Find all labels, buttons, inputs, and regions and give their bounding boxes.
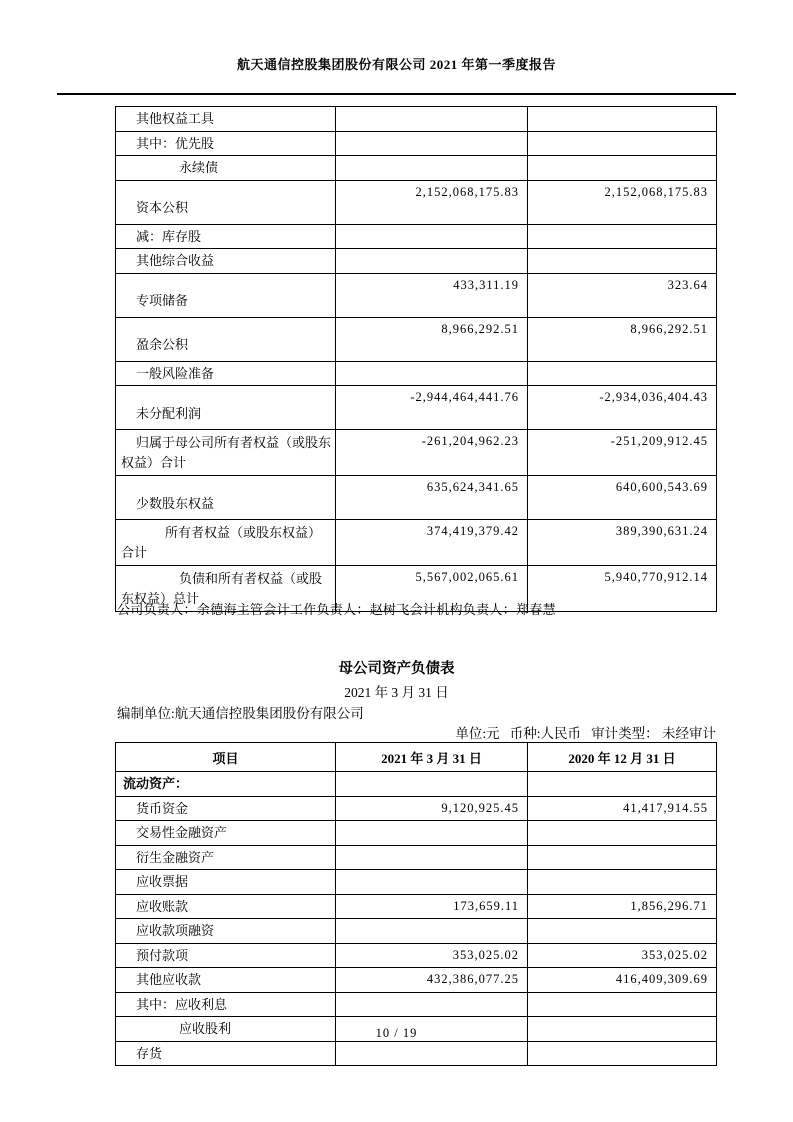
row-label: 应收票据 — [116, 870, 336, 895]
value-period-2: -251,209,912.45 — [528, 430, 717, 476]
row-label: 交易性金融资产 — [116, 821, 336, 846]
value-period-2 — [528, 845, 717, 870]
row-label: 流动资产： — [116, 772, 336, 797]
value-period-1 — [336, 1041, 528, 1066]
table-row — [116, 520, 717, 566]
signatories-line: 公司负责人：余德海主管会计工作负责人：赵树飞会计机构负责人：郑春慧 — [117, 602, 556, 617]
value-period-1: -261,204,962.23 — [336, 430, 528, 476]
value-period-1: 8,966,292.51 — [336, 317, 528, 361]
value-period-2 — [528, 131, 717, 156]
row-label: 归属于母公司所有者权益（或股东权益）合计 — [116, 430, 336, 476]
row-label: 盈余公积 — [116, 317, 336, 361]
row-label: 其中：优先股 — [116, 131, 336, 156]
row-label: 应收账款 — [116, 894, 336, 919]
row-label: 所有者权益（或股东权益）合计 — [116, 520, 336, 566]
value-period-1: 353,025.02 — [336, 943, 528, 968]
table-row — [116, 894, 717, 919]
table-row — [116, 919, 717, 944]
table-row — [116, 430, 717, 476]
table-row — [116, 845, 717, 870]
unit-currency-audit-line: 单位:元 币种:人民币 审计类型： 未经审计 — [455, 726, 716, 741]
row-label: 应收股利 — [116, 1017, 336, 1042]
row-label: 永续债 — [116, 156, 336, 181]
value-period-1 — [336, 845, 528, 870]
value-period-1 — [336, 361, 528, 386]
value-period-1: 5,567,002,065.61 — [336, 566, 528, 612]
value-period-2 — [528, 1041, 717, 1066]
value-period-2 — [528, 361, 717, 386]
value-period-1: 433,311.19 — [336, 273, 528, 317]
value-period-2: 640,600,543.69 — [528, 476, 717, 520]
value-period-2 — [528, 249, 717, 274]
row-label: 应收款项融资 — [116, 919, 336, 944]
assets-table-header-row — [116, 743, 717, 772]
row-label: 未分配利润 — [116, 386, 336, 430]
value-period-2: 5,940,770,912.14 — [528, 566, 717, 612]
row-label: 预付款项 — [116, 943, 336, 968]
page-number: 10 / 19 — [375, 1026, 418, 1040]
value-period-1: -2,944,464,441.76 — [336, 386, 528, 430]
value-period-2: -2,934,036,404.43 — [528, 386, 717, 430]
value-period-2 — [528, 107, 717, 132]
table-row — [116, 870, 717, 895]
value-period-1 — [336, 156, 528, 181]
table-row — [116, 273, 717, 317]
page-header-title: 航天通信控股集团股份有限公司 2021 年第一季度报告 — [236, 57, 556, 72]
value-period-2: 41,417,914.55 — [528, 796, 717, 821]
value-period-1 — [336, 772, 528, 797]
table-row — [116, 992, 717, 1017]
value-period-2: 353,025.02 — [528, 943, 717, 968]
statement-date: 2021 年 3 月 31 日 — [344, 685, 449, 700]
table-row — [116, 1041, 717, 1066]
equity-table — [115, 106, 717, 612]
prepared-by-line: 编制单位:航天通信控股集团股份有限公司 — [117, 706, 364, 721]
value-period-2: 8,966,292.51 — [528, 317, 717, 361]
value-period-2 — [528, 919, 717, 944]
value-period-1: 9,120,925.45 — [336, 796, 528, 821]
value-period-1 — [336, 107, 528, 132]
value-period-2: 1,856,296.71 — [528, 894, 717, 919]
row-label: 负债和所有者权益（或股东权益）总计 — [116, 566, 336, 612]
table-row — [116, 107, 717, 132]
row-label: 专项储备 — [116, 273, 336, 317]
table-row — [116, 386, 717, 430]
assets-table — [115, 742, 717, 1066]
value-period-1: 432,386,077.25 — [336, 968, 528, 993]
value-period-1 — [336, 224, 528, 249]
statement-title: 母公司资产负债表 — [338, 661, 455, 677]
table-row — [116, 131, 717, 156]
table-row — [116, 249, 717, 274]
row-label: 其他应收款 — [116, 968, 336, 993]
row-label: 衍生金融资产 — [116, 845, 336, 870]
value-period-2 — [528, 992, 717, 1017]
table-row — [116, 796, 717, 821]
row-label: 减：库存股 — [116, 224, 336, 249]
value-period-1: 2,152,068,175.83 — [336, 180, 528, 224]
value-period-2 — [528, 870, 717, 895]
value-period-1 — [336, 821, 528, 846]
value-period-2 — [528, 772, 717, 797]
value-period-2: 389,390,631.24 — [528, 520, 717, 566]
header-rule — [57, 93, 736, 95]
row-label: 存货 — [116, 1041, 336, 1066]
row-label: 少数股东权益 — [116, 476, 336, 520]
value-period-1: 173,659.11 — [336, 894, 528, 919]
row-label: 货币资金 — [116, 796, 336, 821]
value-period-2: 416,409,309.69 — [528, 968, 717, 993]
value-period-1 — [336, 992, 528, 1017]
column-header-2020: 2020 年 12 月 31 日 — [528, 743, 717, 772]
value-period-2: 323.64 — [528, 273, 717, 317]
table-row — [116, 180, 717, 224]
row-label: 一般风险准备 — [116, 361, 336, 386]
column-header-2021: 2021 年 3 月 31 日 — [336, 743, 528, 772]
table-row — [116, 156, 717, 181]
table-row — [116, 943, 717, 968]
table-row — [116, 476, 717, 520]
column-header-item: 项目 — [116, 743, 336, 772]
value-period-1 — [336, 870, 528, 895]
table-row — [116, 772, 717, 797]
row-label: 资本公积 — [116, 180, 336, 224]
value-period-2 — [528, 156, 717, 181]
value-period-2: 2,152,068,175.83 — [528, 180, 717, 224]
table-row — [116, 361, 717, 386]
value-period-1: 635,624,341.65 — [336, 476, 528, 520]
table-row — [116, 968, 717, 993]
row-label: 其中：应收利息 — [116, 992, 336, 1017]
table-row — [116, 224, 717, 249]
value-period-2 — [528, 224, 717, 249]
value-period-2 — [528, 821, 717, 846]
value-period-1 — [336, 131, 528, 156]
value-period-1 — [336, 919, 528, 944]
value-period-1: 374,419,379.42 — [336, 520, 528, 566]
table-row — [116, 821, 717, 846]
value-period-1 — [336, 249, 528, 274]
table-row — [116, 317, 717, 361]
row-label: 其他综合收益 — [116, 249, 336, 274]
row-label: 其他权益工具 — [116, 107, 336, 132]
